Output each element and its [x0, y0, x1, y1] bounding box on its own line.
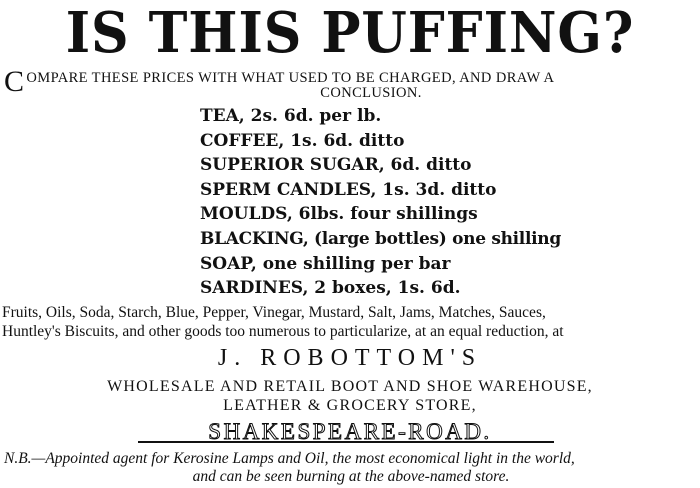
- merchant-name: J. ROBOTTOM'S: [217, 345, 483, 371]
- note-line-2: and can be seen burning at the above-named store.: [192, 468, 510, 485]
- price-item-blacking: BLACKING, (large bottles) one shilling: [200, 228, 561, 249]
- price-list: [200, 104, 640, 301]
- other-goods-line-1: Fruits, Oils, Soda, Starch, Blue, Pepper, Vinegar, Mustard, Salt, Jams, Matches, Sauces,: [2, 304, 546, 321]
- compare-line-2: CONCLUSION.: [320, 85, 422, 101]
- price-item-candles: SPERM CANDLES, 1s. 3d. ditto: [200, 179, 497, 200]
- price-item-coffee: COFFEE, 1s. 6d. ditto: [200, 130, 405, 151]
- other-goods-line-2: Huntley's Biscuits, and other goods too numerous to particularize, at an equal reduction, at: [2, 323, 564, 340]
- nota-bene-note: [4, 450, 698, 486]
- compare-notice: [4, 65, 698, 101]
- compare-line-1: OMPARE THESE PRICES WITH WHAT USED TO BE CHARGED, AND DRAW A: [26, 70, 555, 86]
- store-address: SHAKESPEARE-ROAD.: [0, 418, 700, 446]
- price-item-moulds: MOULDS, 6lbs. four shillings: [200, 204, 478, 225]
- warehouse-line-1: WHOLESALE AND RETAIL BOOT AND SHOE WAREHOUSE,: [107, 378, 593, 395]
- warehouse-description: [0, 377, 700, 415]
- price-item-sugar: SUPERIOR SUGAR, 6d. ditto: [200, 155, 472, 176]
- price-item-tea: TEA, 2s. 6d. per lb.: [200, 106, 382, 126]
- warehouse-line-2: LEATHER & GROCERY STORE,: [223, 397, 477, 414]
- drop-cap: C: [4, 65, 25, 98]
- price-item-soap: SOAP, one shilling per bar: [200, 253, 451, 274]
- note-line-1: N.B.—Appointed agent for Kerosine Lamps and Oil, the most economical light in the world,: [4, 450, 575, 467]
- headline: IS THIS PUFFING?: [65, 0, 635, 66]
- price-item-sardines: SARDINES, 2 boxes, 1s. 6d.: [200, 278, 461, 299]
- other-goods-paragraph: [2, 303, 698, 341]
